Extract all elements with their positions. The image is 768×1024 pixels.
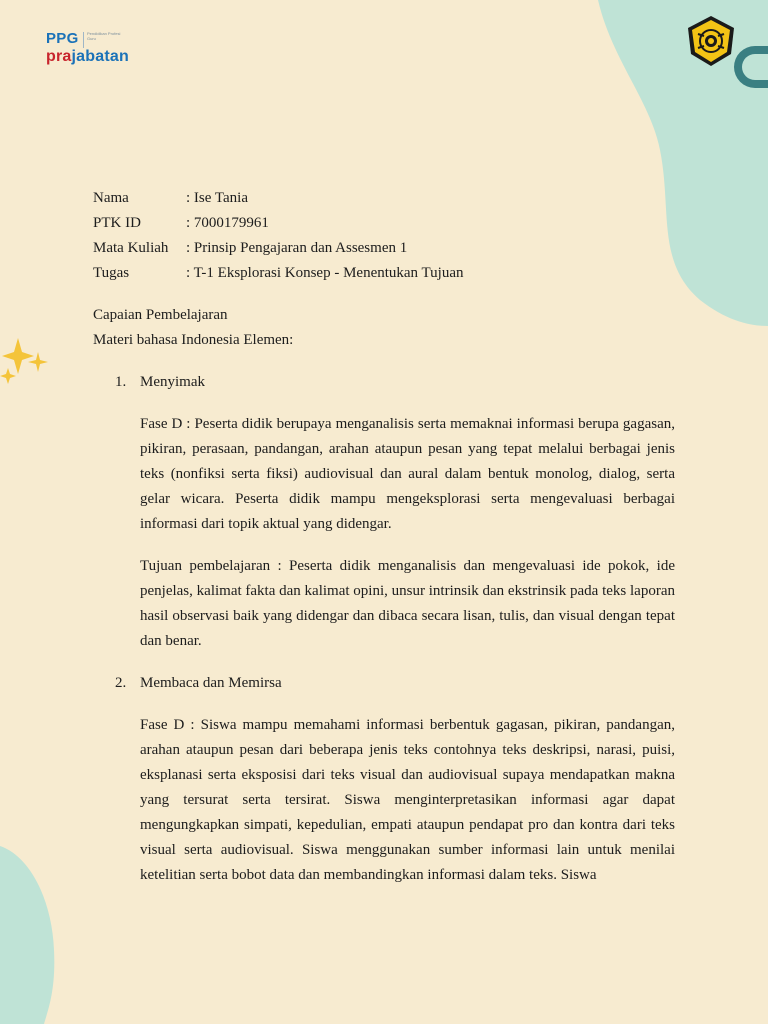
identity-key: Mata Kuliah xyxy=(93,240,169,256)
logo-tagline: Pendidikan Profesi Guru xyxy=(87,31,121,41)
pill-decoration-inner xyxy=(742,54,768,80)
list-title: Membaca dan Memirsa xyxy=(140,675,282,691)
logo-ppg-text: PPG xyxy=(46,30,79,47)
list-number: 1. xyxy=(115,374,127,390)
list-title: Menyimak xyxy=(140,374,205,390)
identity-value: : T-1 Eksplorasi Konsep - Menentukan Tujuan xyxy=(186,265,464,281)
heading-materi: Materi bahasa Indonesia Elemen: xyxy=(93,332,294,348)
logo-jabatan: jabatan xyxy=(71,48,129,65)
identity-value: : Ise Tania xyxy=(186,190,248,206)
list-item-membaca-memirsa xyxy=(93,671,675,696)
identity-key: Nama xyxy=(93,190,129,206)
logo-pra: pra xyxy=(46,48,72,65)
identity-value: : Prinsip Pengajaran dan Assesmen 1 xyxy=(186,240,408,256)
logo-prajabatan-text xyxy=(46,48,129,66)
identity-key: Tugas xyxy=(93,265,130,281)
list-number: 2. xyxy=(115,675,127,691)
paragraph-fase-d-menyimak: Fase D : Peserta didik berupaya menganalisis serta memaknai informasi berupa gagasan, pikiran, perasaan, pandangan, arahan ataupun pesan yang tepat melalui berbagai jenis teks (nonfiksi serta fiksi) audiovisual dan aural dalam bentuk monolog, dialog, serta gelar wicara. Peserta didik mampu mengeksplorasi serta mengevaluasi berbagai informasi dari topik aktual yang didengar. xyxy=(140,416,675,532)
paragraph-tujuan-pembelajaran: Tujuan pembelajaran : Peserta didik menganalisis dan mengevaluasi ide pokok, ide penjelas, kalimat fakta dan kalimat opini, unsur intrinsik dan ekstrinsik pada teks laporan hasil observasi baik yang didengar dan dibaca secara lisan, tulis, dan visual dengan tepat dan benar. xyxy=(140,558,675,649)
identity-key: PTK ID xyxy=(93,215,141,231)
identity-row-tugas xyxy=(93,261,675,286)
university-emblem-icon xyxy=(684,14,738,68)
identity-row-ptk-id xyxy=(93,211,675,236)
ppg-prajabatan-logo xyxy=(46,30,129,66)
heading-capaian: Capaian Pembelajaran xyxy=(93,307,228,323)
sparkle-icon xyxy=(0,334,54,386)
identity-row-mata-kuliah xyxy=(93,236,675,261)
identity-row-nama xyxy=(93,186,675,211)
paragraph-fase-d-membaca: Fase D : Siswa mampu memahami informasi berbentuk gagasan, pikiran, pandangan, arahan ataupun pesan dari beberapa jenis teks contohnya teks deskripsi, narasi, puisi, eksplanasi serta eksposisi dari teks visual dan audiovisual supaya mendapatkan makna yang tersurat serta tersirat. Siswa menginterpretasikan informasi agar dapat mengungkapkan simpati, kepedulian, empati ataupun pendapat pro dan kontra dari teks visual serta audiovisual. Siswa menggunakan sumber informasi lain untuk menilai ketelitian serta bobot data dan membandingkan informasi dalam teks. Siswa xyxy=(140,717,675,883)
document-body xyxy=(93,186,675,888)
identity-block xyxy=(93,186,675,286)
identity-value: : 7000179961 xyxy=(186,215,269,231)
list-item-menyimak xyxy=(93,370,675,395)
logo-divider xyxy=(83,32,84,48)
